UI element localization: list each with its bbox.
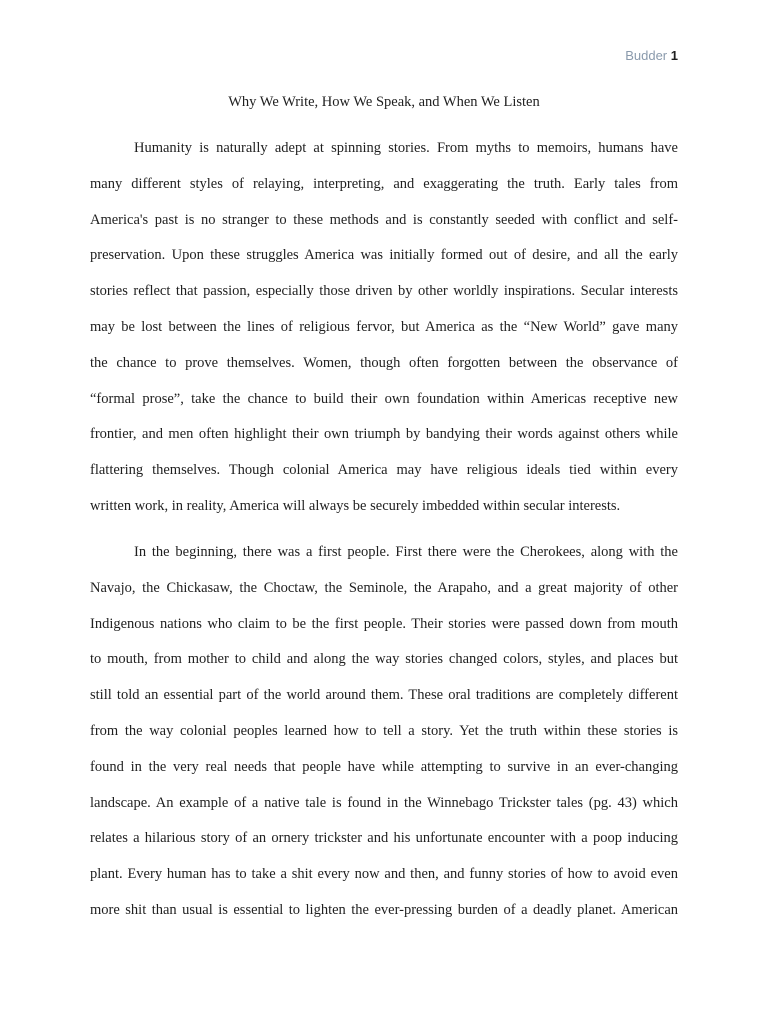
- paragraph-line: “formal prose”, take the chance to build their own foundation within Americas receptive new: [90, 390, 678, 407]
- paragraph-line: the chance to prove themselves. Women, though often forgotten between the observance of: [90, 354, 678, 371]
- paragraph-line: Navajo, the Chickasaw, the Choctaw, the Seminole, the Arapaho, and a great majority of other: [90, 579, 678, 596]
- paragraph-1: [90, 137, 678, 531]
- header-page-number: 1: [670, 48, 678, 63]
- paragraph-line: relates a hilarious story of an ornery trickster and his unfortunate encounter with a poop inducing: [90, 830, 678, 847]
- paragraph-line: more shit than usual is essential to lighten the ever-pressing burden of a deadly planet. American: [90, 901, 678, 918]
- paragraph-line: plant. Every human has to take a shit every now and then, and funny stories of how to avoid even: [90, 866, 678, 883]
- paragraph-line: found in the very real needs that people have while attempting to survive in an ever-changing: [90, 758, 678, 775]
- paragraph-line: In the beginning, there was a first people. First there were the Cherokees, along with the: [134, 544, 678, 560]
- paragraph-line: still told an essential part of the world around them. These oral traditions are completely different: [90, 687, 678, 704]
- essay-title: Why We Write, How We Speak, and When We Listen: [228, 94, 540, 110]
- header-author-name: Budder: [625, 48, 668, 63]
- running-header: [625, 46, 678, 66]
- paragraph-line: stories reflect that passion, especially those driven by other worldly inspirations. Secular interests: [90, 283, 678, 300]
- paragraph-line: from the way colonial peoples learned how to tell a story. Yet the truth within these stories is: [90, 722, 678, 739]
- paragraph-line: Indigenous nations who claim to be the first people. Their stories were passed down from mouth: [90, 615, 678, 632]
- paragraph-2: [90, 541, 678, 935]
- paragraph-line: America's past is no stranger to these methods and is constantly seeded with conflict and self-: [90, 211, 678, 228]
- paragraph-line: to mouth, from mother to child and along the way stories changed colors, styles, and places but: [90, 651, 678, 668]
- paragraph-line: many different styles of relaying, interpreting, and exaggerating the truth. Early tales from: [90, 175, 678, 192]
- paragraph-line: Humanity is naturally adept at spinning stories. From myths to memoirs, humans have: [134, 140, 678, 156]
- paragraph-line: may be lost between the lines of religious fervor, but America as the “New World” gave many: [90, 318, 678, 335]
- paragraph-line: flattering themselves. Though colonial America may have religious ideals tied within every: [90, 462, 678, 479]
- paragraph-line: preservation. Upon these struggles America was initially formed out of desire, and all the early: [90, 247, 678, 264]
- paragraph-line: landscape. An example of a native tale is found in the Winnebago Trickster tales (pg. 43) which: [90, 794, 678, 811]
- paragraph-line: frontier, and men often highlight their own triumph by bandying their words against others while: [90, 426, 678, 443]
- paragraph-line: written work, in reality, America will always be securely imbedded within secular interests.: [90, 497, 621, 514]
